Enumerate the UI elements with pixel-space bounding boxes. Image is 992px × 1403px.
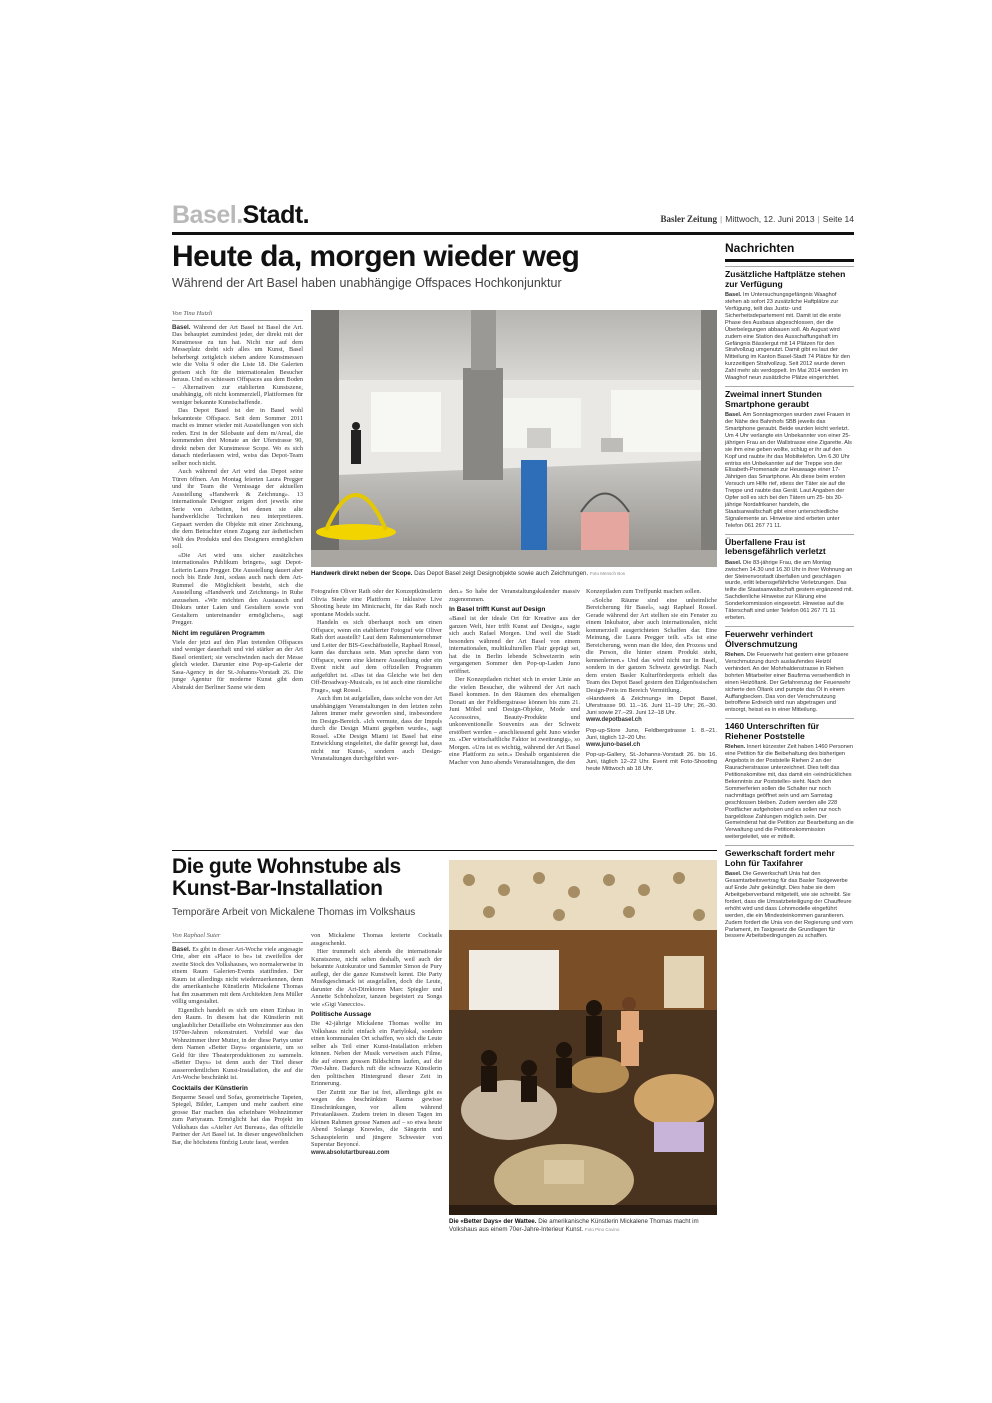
paragraph: «Solche Räume sind eine unheimliche Bereicherung für Basel», sagt Raphael Rossel. Gerade während der Art stellten sie ein Fenster zu einem Inkubator, aber auch internationalen, nicht kommerziell ausgerichteten Schaffen dar. Eine Meinung, die Laura Pregger teilt. «Es ist eine Bereicherung, wenn man die Idee, den Prozess und die Person, die hinter einem Produkt steht, kennenlernen.» Und das wird nicht nur in Basel, sondern in der ganzen Schweiz gewürdigt. Nach dem ersten Basler Kulturförderpreis erhielt das Team des Depot Basel gestern den Eidgenössischen Design-Preis im Bereich Vermittlung. xyxy=(586,596,717,694)
paragraph: von Mickalene Thomas kreierte Cocktails ausgeschenkt. xyxy=(311,932,442,947)
info-box: Pop-up-Store Juno, Feldbergstrasse 1. 8.–21. Juni, täglich 12–20 Uhr. xyxy=(586,727,717,741)
article1-column-4 xyxy=(586,588,717,840)
article2-column-2 xyxy=(311,932,442,1237)
paragraph: Viele der jetzt auf den Plan tretenden Offspaces sind weniger dauerhaft und viel stärker an der Art Basel orientiert; sie verschwinden nach der Messe gleich wieder. Darunter eine Pop-up-Galerie der Sasa-Agency in der St.-Johanns-Vorstadt 26. Die junge Agentur für moderne Kunst gibt dem Abstrakt der Berliner Szene wie dem xyxy=(172,638,303,691)
news-item-text: Basel. Die Gewerkschaft Unia hat den Gesamtarbeitsvertrag für das Basler Taxigewerbe auf Ende Jahr gekündigt. Dies habe sie dem Arbeitgeberverband mitgeteilt, wie sie schreibt. Sie fordert, dass die Umsatzbeteiligung der Chauffeure erhöht wird und dass Lohnmodelle eingeführt werden, die ein Mindesteinkommen garantieren. Zudem fordert die Unia von der Regierung und vom Parlament, im Taxigesetz die Grundlagen für bessere Arbeitsbedingungen zu schaffen. xyxy=(725,871,853,940)
paragraph: Hier trummelt sich abends die internationale Kunstszene, nicht selten deshalb, weil auch der bekannte Autokurator und Sammler Simon de Pury auflegt, der die ganze Kunstwelt kennt. Die Party Musikgeschmack ist ausgefallen, doch die Leute, darunter die Art-Direktoren Marc Spiegler und Annette Schönholzer, tanzen begeistert zu Songs wie «Gigi Vaneccio». xyxy=(311,948,442,1008)
article1-byline: Von Tina Hutzli xyxy=(172,310,303,321)
subheading: Cocktails der Künstlerin xyxy=(172,1084,248,1092)
article1-subheadline: Während der Art Basel haben unabhängige Offspaces Hochkonjunktur xyxy=(172,276,562,290)
article2-byline: Von Raphael Suter xyxy=(172,932,303,943)
section-brand xyxy=(172,200,309,230)
sidebar-title: Nachrichten xyxy=(725,240,854,262)
subheading: Nicht im regulären Programm xyxy=(172,629,265,637)
news-item xyxy=(725,718,854,841)
article2-column-1 xyxy=(172,932,303,1237)
brand-suffix: Stadt. xyxy=(242,201,310,229)
news-item-headline: Zusätzliche Haftplätze stehen zur Verfügung xyxy=(725,269,846,289)
news-item xyxy=(725,534,854,622)
news-item-headline: Feuerwehr verhindert Ölverschmutzung xyxy=(725,628,813,649)
article2-subheadline: Temporäre Arbeit von Mickalene Thomas im Volkshaus xyxy=(172,907,416,918)
web-link[interactable]: www.absolutartbureau.com xyxy=(311,1149,390,1156)
paragraph: Konzeptladen zum Treffpunkt machen sollen. xyxy=(586,588,702,595)
news-item-text: Basel. Die 83-jährige Frau, die am Montag zwischen 14.30 und 16.30 Uhr in ihrer Wohnung an der Steinenvorstadt überfallen und geschlagen wurde, erlitt lebensgefährliche Verletzungen. Das teilte die Staatsanwaltschaft gestern ergänzend mit. Sachdienliche Hinweise zur Klärung eine Sonderkommission eingesetzt. Hinweise auf die Täterschaft sind unter Telefon 061 267 71 11 erbeten. xyxy=(725,559,854,621)
subheading: Politische Aussage xyxy=(311,1011,372,1018)
paragraph: Fotografen Oliver Rath oder der Konzeptkünstlerin Olivia Steele eine Plattform – inklusive Live Shooting heute im Minicnacht, für das Rath noch spontane Models sucht. xyxy=(311,588,442,618)
news-item xyxy=(725,266,854,382)
web-link[interactable]: www.depotbasel.ch xyxy=(586,717,642,723)
news-item-headline: Gewerkschaft fordert mehr Lohn für Taxifahrer xyxy=(725,848,835,868)
paragraph: Das Depot Basel ist der in Basel wohl bekannteste Offspace. Seit dem Sommer 2011 macht es immer wieder mit Ausstellungen von sich reden. Erst in der Silobaute auf dem m/Areal, die kommenden drei Monate an der Uferstrasse 90, direkt neben der Kunstmesse Scope. Wo es sich danach niederlassen wird, weiss das Depot-Team selber noch nicht. xyxy=(172,407,303,467)
article-divider xyxy=(172,850,717,851)
info-box: Pop-up-Gallery, St.-Johanns-Vorstadt 26. bis 16. Juni, täglich 12–22 Uhr. Event mit Foto-Shooting heute Mittwoch ab 18 Uhr. xyxy=(586,752,717,772)
article1-headline: Heute da, morgen wieder weg xyxy=(172,240,580,273)
gallery-photo-image xyxy=(311,310,717,567)
paragraph: Der Zutritt zur Bar ist frei, allerdings gibt es wegen des beschränkten Raums gewisse Einschränkungen, vor allem während Privatanlässen. Zudem treten in diesen Tagen im kleinen Rahmen grosse Namen auf – so etwa heute Abend Solange Knowles, die Sängerin und Schauspielerin und jüngere Schwester von Superstar Beyoncé. xyxy=(311,1088,442,1148)
gallery-photo xyxy=(311,310,717,567)
info-box: «Handwerk & Zeichnung» im Depot Basel, Uferstrasse 90. 11.–16. Juni 11–19 Uhr; 26.–30. Juni sowie 27.–29. Juni 12–18 Uhr. xyxy=(586,696,717,716)
page-header xyxy=(172,200,854,235)
article1-column-2 xyxy=(311,588,442,840)
paragraph: Basel. Während der Art Basel ist Basel die Art. Das behauptet zumindest jeder, der direkt mit der Kunstmesse zu tun hat. Nicht nur auf dem Messeplatz dreht sich alles um Kunst, Basel beherbergt zeitgleich sieben andere Kunstmessen wie die Volta 9 oder die Liste 18. Die Galerien greisen sich für die internationalen Besucher heraus. Und es schiessen Offspaces aus dem Boden – Alternativen zur etablierten Kunstszene, unabhängig, oft nicht kommerziell, Plattformen für weniger bekannte Kunstschaffende. xyxy=(172,323,303,406)
news-item-headline: Überfallene Frau ist lebensgefährlich verletzt xyxy=(725,536,826,557)
article1-column-1 xyxy=(172,310,303,840)
paragraph: Basel. Es gibt in dieser Art-Woche viele angesagte Orte, aber ein «Place to be» ist zweifellos der zweite Stock des Volkshauses, wo normalerweise in einem Raum Galerien-Events stattfinden. Der Raum ist allerdings nicht wiederzuerkennen, denn die amerikanische Künstlerin Mickalene Thomas hat ihn zusammen mit dem Architekten Jens Müller völlig umgestaltet. xyxy=(172,945,303,1005)
news-item-text: Riehen. Die Feuerwehr hat gestern eine grössere Verschmutzung durch auslaufendes Heizöl verhindert. An der Mohrhaldenstrasse in Riehen bohrten Mitarbeiter einer Baufirma versehentlich in einen Heizöltank. Der Gefahrenzug der Feuerwehr sicherte den Öltank und pumpte das Öl in einem Auffangbecken. Das von der Verschmutzung betroffene Erdreich wird nun abgetragen und entsorgt, heisst es in einer Mitteilung. xyxy=(725,652,851,714)
paragraph: Bequeme Sessel und Sofas, geometrische Tapeten, Spiegel, Bilder, Lampen und mehr zaubert eine grosse Bar machen das scheinbare Wohnzimmer zum Partyraum. Ermöglicht hat das Projekt im Volkshaus das «Atelier Art Bureau», das offizielle Partner der Art Basel ist. In dieser ungewöhnlichen Bar, die höchstens fünfzig Leute fasst, werden xyxy=(172,1093,303,1146)
paragraph: Handeln es sich überhaupt noch um einen Offspace, wenn ein etablierter Fotograf wie Oliver Rath dort ausstellt? Laut dem Rahmenunternehmer und Leiter der BIS-Geschäftsstelle, Raphael Rossel, kann das durchaus sein. Man spreche dann von Offspace, wenn eine kleinere Ausstellung oder ein Event nicht auf dem offiziellen Programm aufgeführt ist. «Das ist das Gleiche wie bei den Off-Broadway-Musicals, es ist auch eine räumliche Frage», sagt Rossel. xyxy=(311,619,442,694)
paragraph: den.» So habe der Veranstaltungskalender massiv zugenommen. xyxy=(449,588,580,603)
paragraph: Die 42-jährige Mickalene Thomas wollte im Volkshaus nicht einfach ein Partylokal, sondern einen kommunalen Ort schaffen, wo sich die Leute selber als Teil einer Kunst-Installation erleben können. Neben der Musik verweisen auch Filme, die auf einem grossen Bildschirm laufen, auf die 70er-Jahre. Dadurch ruft die schwarze Künstlerin den politischen Hintergrund dieser Zeit in Erinnerung. xyxy=(311,1020,442,1087)
paragraph: «Die Art wird uns sicher zusätzliches internationales Publikum bringen», sagt Depot-Leiterin Laura Pregger. Die Ausstellung dauert aber noch bis Ende Juni, sodass auch nach dem Art-Rummel die Möglichkeit besteht, sich die Ausstellung «Handwerk und Zeichnung» in Ruhe anzusehen. «Wir möchten den Austausch und Diskurs unter Laien und Gestaltern sowie von Gestaltern untereinander ermöglichen», sagt Pregger. xyxy=(172,551,303,626)
dateline xyxy=(660,214,854,224)
news-item-headline: Zweimal innert Stunden Smartphone geraubt xyxy=(725,388,822,409)
news-item xyxy=(725,626,854,714)
news-item-text: Riehen. Innert kürzester Zeit haben 1460 Personen eine Petition für die Beibehaltung des bisherigen Angebots in der Poststelle Riehen 2 an der Rauracherstrasse unterzeichnet. Dies teilt das Petitionskomitee mit, das damit ein «eindrückliches Bekenntnis zur Poststelle» sieht. Nach den Sommerferien sollen die Schalter nur noch nachmittags geöffnet sein und am Samstag geschlossen bleiben. Zudem werden alle 228 Postfächer aufgehoben und es sollen nur noch bargeldlose Zahlungen möglich sein. Der Gemeinderat hat die Petition zur Bearbeitung an die Verwaltung und die Petitionskommission weitergeleitet, wie er mitteilt. xyxy=(725,744,854,841)
paragraph: Auch ihm ist aufgefallen, dass solche von der Art unabhängigen Veranstaltungen in den letzten zehn Jahren immer mehr geworden sind, insbesondere im Design-Bereich. «Ich vermute, dass der Impuls durch die Design Miami gegeben wurde», sagt Rossel. «Die Design Miami ist Basel hat eine Entwicklung eingeleitet, die dafür gesorgt hat, dass nicht nur Kunst-, sondern auch Design-Veranstaltungen durchgeführt wer- xyxy=(311,695,442,762)
news-item xyxy=(725,386,854,530)
article2-headline: Die gute Wohnstube als Kunst-Bar-Installation xyxy=(172,855,401,900)
paper-name: Basler Zeitung xyxy=(660,214,718,224)
paragraph: «Basel ist der ideale Ort für Kreative aus der ganzen Welt, hier trifft Kunst auf Design», sagte sich auch Rafael Morgen. Und weil die Stadt besonders während der Art Basel von einem internationalen, multikulturellen Flair geprägt sei, hat die in Berlin lebende Schweizerin sein vergangenen Sommer den Pop-up-Laden Juno eröffnet. xyxy=(449,615,580,675)
bar-installation-photo-image xyxy=(449,860,717,1215)
news-item-headline: 1460 Unterschriften für Riehener Poststelle xyxy=(725,721,820,741)
dateline-separator: | xyxy=(720,214,723,224)
paragraph: Eigentlich handelt es sich um einen Einbau in den Raum. In diesem hat die Künstlerin mit unglaublicher Detailliebe ein Wohnzimmer aus den 1970er-Jahren rekonstruiert. Vorbild war das Wohnzimmer ihrer Mutter, in der diese Partys unter dem Namen «Better Days» organisierte, um so Geld für ihre Theaterproduktionen zu sammeln. «Better Days» ist denn auch der Titel dieser ausserordentlichen Kunst-Installation, die auf die Art-Woche beschränkt ist. xyxy=(172,1006,303,1081)
brand-prefix: Basel. xyxy=(172,201,243,229)
news-sidebar xyxy=(725,240,854,1240)
subheading: In Basel trifft Kunst auf Design xyxy=(449,606,546,613)
article1-column-3 xyxy=(449,588,580,840)
gallery-photo-caption: Handwerk direkt neben der Scope. Das Depot Basel zeigt Designobjekte sowie auch Zeichnungen. Foto Mensch Bos xyxy=(311,570,625,577)
bar-installation-photo-caption: Die «Better Days» der Wattee. Die amerikanische Künstlerin Mickalene Thomas macht im Volkshaus aus einem 70er-Jahre-Interieur Kunst. Foto Pino Covino xyxy=(449,1218,699,1233)
paragraph: Der Konzeptladen richtet sich in erster Linie an die vielen Besucher, die während der Art nach Basel kommen. In den Räumen des ehemaligen Donati an der Feldbergstrasse können bis zum 21. Juni Möbel und Design-Objekte, Mode und Accessoires, Beauty-Produkte und unkonventionelle Souvenirs aus der Schweiz erstöbert werden – anschliessend geht Juno wieder zu. «Der wirtschaftliche Faktor ist zweitrangig», so Morgen. «Uns ist es wichtig, während der Art Basel eine Plattform zu sein.» Deshalb organisieren die Macher von Juno abends Veranstaltungen, die den xyxy=(449,676,580,766)
dateline-separator: | xyxy=(817,214,820,224)
paragraph: Auch während der Art wird das Depot seine Türen öffnen. Am Montag feierten Laura Pregger und ihr Team die Vernissage der aktuellen Ausstellung «Handwerk & Zeichnung». 13 internationale Designer zeigen dort jeweils eine Serie von Arbeiten, bei denen sie alte handwerkliche Techniken neu interpretieren. Gepaart werden die Objekte mit einer Zeichnung, die dem Betrachter einen Zugang zur ästhetischen Welt des Produkts und des Designers ermöglichen soll. xyxy=(172,468,303,550)
news-item-text: Basel. Am Sonntagmorgen wurden zwei Frauen in der Nähe des Bahnhofs SBB jeweils das Smartphone geraubt. Beide wurden leicht verletzt. Um 4 Uhr verlangte ein Unbekannter von einer 25-jährigen Frau an der Wallstrasse eine Zigarette. Als sie ihm eine geben wollte, schlug er ihr auf den Kopf und raubte ihr das Mobiltelefon. Um 6.30 Uhr entriss ein Unbekannter auf der Treppe von der Elisabeth-Promenade zur Heuwaage einer 17-Jährigen das Smartphone. Als diese beim ersten Versuch um Hilfe rief, stiess der Täter sie auf die Treppe und raubte das Gerät. Laut Angaben der Opfer soll es sich bei den Tätern um 25- bis 30-jährige Nordafrikaner handeln, die Staatsanwaltschaft gibt einer unterschiedliche Signalemente an. Hinweise sind erbeten unter Telefon 061 267 71 11. xyxy=(725,412,852,529)
web-link[interactable]: www.juno-basel.ch xyxy=(586,741,641,748)
newspaper-page xyxy=(172,200,854,1240)
news-item xyxy=(725,845,854,940)
news-item-text: Basel. Im Untersuchungsgefängnis Waaghof stehen ab sofort 23 zusätzliche Haftplätze zur Verfügung, teilt das Justiz- und Sicherheitsdepartement mit. Damit ist die erste Phase des Ausbaus abgeschlossen, der die Überbelegungen abbauen soll. Ab August wird zudem eine Station des Ausschaffungshaft im Gefängnis Bässlergut mit 14 Plätzen für den Strafvollzug umgenutzt. Damit gibt es laut der Mitteilung im Kanton Basel-Stadt 74 Plätze für den kurzzeitigen Strafvollzug. Seit 2012 wurde deren Zahl mehr als verdoppelt. Im Mai 2014 werden im Waaghof neun zusätzliche Plätze eingerichtet. xyxy=(725,292,850,382)
bar-installation-photo xyxy=(449,860,717,1215)
issue-date: Mittwoch, 12. Juni 2013 xyxy=(725,214,815,224)
page-number: Seite 14 xyxy=(822,214,854,224)
